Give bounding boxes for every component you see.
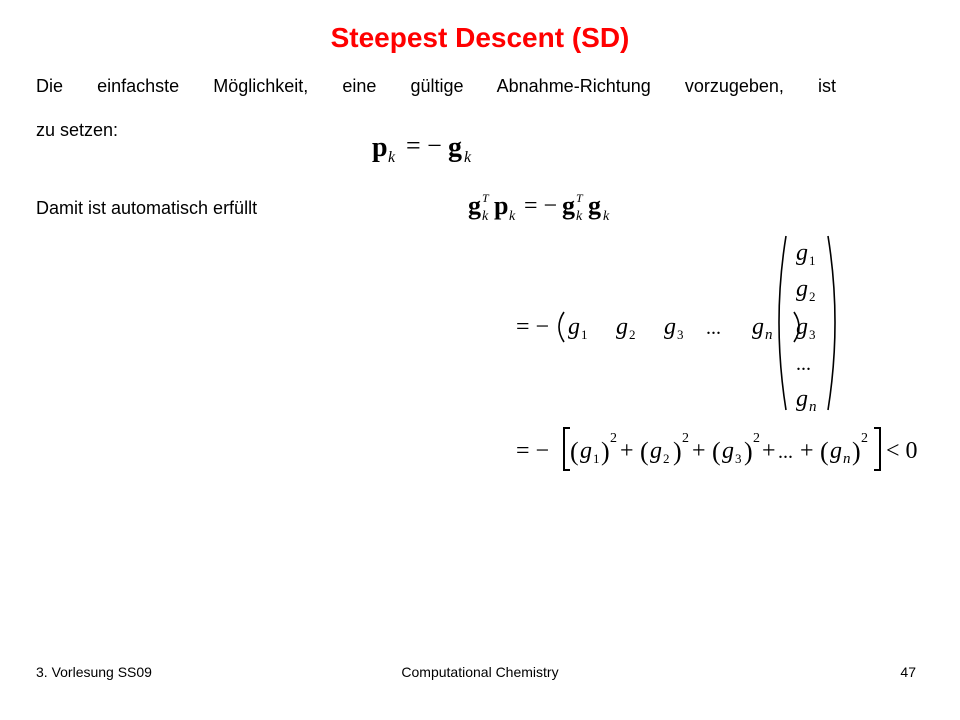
plus-sign: + bbox=[762, 438, 776, 464]
term-open-paren: ( bbox=[712, 437, 721, 466]
column-close-paren bbox=[828, 236, 835, 410]
eq2-T1: T bbox=[482, 191, 489, 205]
term-g: g bbox=[722, 438, 734, 464]
term-sub: 2 bbox=[663, 451, 670, 466]
row-ellipsis: ... bbox=[706, 317, 721, 339]
term-open-paren: ( bbox=[570, 437, 579, 466]
intro-text-continuation: zu setzen: bbox=[36, 120, 119, 140]
term-close-paren: ) bbox=[744, 437, 753, 466]
row-vector bbox=[568, 314, 773, 343]
term-close-paren: ) bbox=[852, 437, 861, 466]
term-exponent: 2 bbox=[861, 431, 868, 446]
eq1-p: p bbox=[372, 132, 388, 163]
eq2-g3: g bbox=[588, 191, 601, 220]
term-exponent: 2 bbox=[682, 431, 689, 446]
eq1-sub-k: k bbox=[388, 149, 396, 166]
term-g: g bbox=[830, 438, 842, 464]
row-open-paren bbox=[559, 312, 564, 342]
footer-lecture: 3. Vorlesung SS09 bbox=[36, 664, 152, 680]
row-entry-sub: n bbox=[765, 327, 773, 343]
row-entry: g bbox=[568, 314, 580, 340]
column-entry: g bbox=[796, 314, 808, 340]
row-entry: g bbox=[616, 314, 628, 340]
equation-vector-product bbox=[510, 230, 850, 420]
eq3-relation: = − bbox=[516, 314, 550, 340]
slide-title: Steepest Descent (SD) bbox=[330, 22, 630, 53]
term-close-paren: ) bbox=[673, 437, 682, 466]
term-open-paren: ( bbox=[820, 437, 829, 466]
column-vector bbox=[796, 240, 817, 415]
eq1-sub-k2: k bbox=[464, 149, 472, 166]
row-entry: g bbox=[664, 314, 676, 340]
footer-course: Computational Chemistry bbox=[401, 664, 559, 680]
column-entry: g bbox=[796, 240, 808, 266]
eq2-k3: k bbox=[576, 209, 583, 224]
column-entry: g bbox=[796, 276, 808, 302]
column-open-paren bbox=[779, 236, 786, 410]
plus-sign: + bbox=[800, 438, 814, 464]
close-bracket bbox=[874, 428, 880, 470]
term-sub: 3 bbox=[735, 451, 742, 466]
eq2-k1: k bbox=[482, 209, 489, 224]
row-entry-sub: 2 bbox=[629, 327, 636, 342]
column-entry: g bbox=[796, 386, 808, 412]
term-exponent: 2 bbox=[753, 431, 760, 446]
equation-direction-definition bbox=[368, 128, 488, 168]
column-entry-sub: 3 bbox=[809, 327, 816, 342]
term-exponent: 2 bbox=[610, 431, 617, 446]
eq2-relation: = − bbox=[524, 193, 558, 219]
row-entry-sub: 1 bbox=[581, 327, 588, 342]
eq2-T2: T bbox=[576, 191, 583, 205]
eq4-relation: = − bbox=[516, 438, 550, 464]
eq1-g: g bbox=[448, 132, 462, 163]
term-g: g bbox=[580, 438, 592, 464]
sum-ellipsis: ... bbox=[778, 441, 793, 463]
inequality: < 0 bbox=[886, 438, 918, 464]
eq2-g1: g bbox=[468, 191, 481, 220]
plus-sign: + bbox=[692, 438, 706, 464]
equation-descent-condition bbox=[466, 188, 616, 228]
column-entry-sub: 2 bbox=[809, 289, 816, 304]
column-entry-sub: 1 bbox=[809, 253, 816, 268]
term-g: g bbox=[650, 438, 662, 464]
term-open-paren: ( bbox=[640, 437, 649, 466]
eq2-k4: k bbox=[603, 209, 610, 224]
consequence-text: Damit ist automatisch erfüllt bbox=[36, 198, 258, 218]
row-entry: g bbox=[752, 314, 764, 340]
row-entry-sub: 3 bbox=[677, 327, 684, 342]
eq2-k2: k bbox=[509, 209, 516, 224]
column-entry-sub: n bbox=[809, 399, 817, 415]
term-sub: n bbox=[843, 451, 851, 467]
plus-sign: + bbox=[620, 438, 634, 464]
equation-sum-of-squares bbox=[510, 418, 920, 478]
eq2-p: p bbox=[494, 191, 509, 220]
column-ellipsis: ... bbox=[796, 353, 811, 375]
eq2-g2: g bbox=[562, 191, 575, 220]
intro-text-line: Die einfachste Möglichkeit, eine gültige Abnahme-Richtung vorzugeben, ist bbox=[36, 76, 836, 96]
term-close-paren: ) bbox=[601, 437, 610, 466]
term-sub: 1 bbox=[593, 451, 600, 466]
footer-page-number: 47 bbox=[900, 664, 916, 680]
eq1-relation: = − bbox=[406, 131, 442, 160]
